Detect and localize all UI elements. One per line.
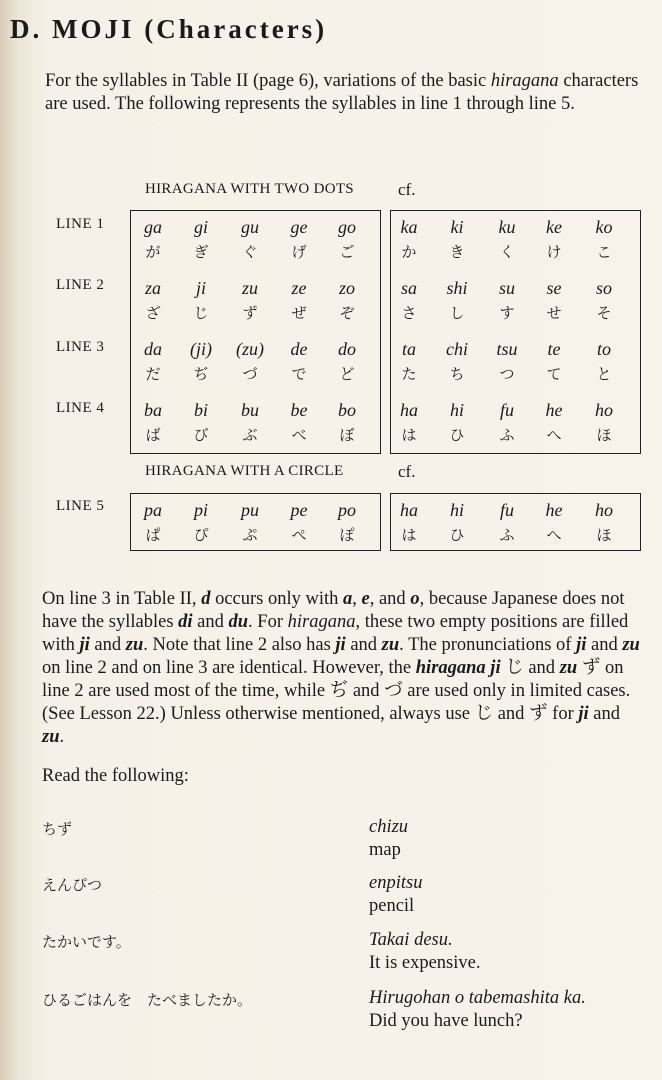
kana: は <box>401 426 417 444</box>
line-label: LINE 1 <box>56 216 105 232</box>
kana: ぎ <box>193 243 209 261</box>
line-label: LINE 3 <box>56 339 105 355</box>
romaji: ho <box>595 500 613 520</box>
romaji: he <box>545 400 563 420</box>
romaji: ba <box>144 400 162 420</box>
read-romaji: Hirugohan o tabemashita ka. <box>369 988 586 1008</box>
kana: ぢ <box>193 365 209 383</box>
kana: ぴ <box>193 526 209 544</box>
romaji: se <box>546 278 562 298</box>
para-text: ず on line 2 are used most of the time, while ぢ and づ are used only in limited cases. (See Lesson 22.) Unless otherwise mentioned, always use じ and ず for <box>42 658 631 724</box>
romaji: go <box>338 217 356 237</box>
kana: ぶ <box>242 426 258 444</box>
read-kana: ちず <box>42 820 73 838</box>
romaji: ki <box>450 217 464 237</box>
page-title: D. MOJI (Characters) <box>10 14 328 44</box>
romaji: bi <box>193 400 208 420</box>
table-row <box>391 217 640 265</box>
romaji: shi <box>446 278 468 298</box>
romaji: pi <box>193 500 208 520</box>
kana: た <box>401 365 417 383</box>
kana: き <box>449 243 465 261</box>
kana: ぽ <box>339 526 355 544</box>
intro-paragraph <box>45 70 645 116</box>
handakuten-table <box>130 493 381 551</box>
kana: さ <box>401 304 417 322</box>
romaji: ho <box>595 400 613 420</box>
para-emphasis: zu <box>42 727 60 747</box>
para-text: , and <box>369 589 411 609</box>
romaji: ji <box>195 278 206 298</box>
read-heading: Read the following: <box>42 766 189 786</box>
kana: し <box>449 304 465 322</box>
para-text: , because Japanese does not have the syllables <box>42 589 625 632</box>
romaji: be <box>290 400 308 420</box>
kana: と <box>596 365 612 383</box>
romaji: to <box>596 339 611 359</box>
para-emphasis: o <box>410 589 420 609</box>
romaji: gi <box>193 217 208 237</box>
cf-label: cf. <box>398 180 416 199</box>
kana: て <box>546 365 562 383</box>
kana: へ <box>546 426 562 444</box>
para-emphasis: hiragana ji <box>415 658 501 678</box>
romaji: zu <box>241 278 258 298</box>
kana: づ <box>242 365 258 383</box>
kana: ぜ <box>291 304 307 322</box>
para-emphasis: zu <box>125 635 144 655</box>
heading-circle: HIRAGANA WITH A CIRCLE <box>145 463 344 479</box>
kana: ひ <box>449 526 465 544</box>
para-text: on line 2 and on line 3 are identical. However, the <box>42 658 416 678</box>
kana: す <box>499 304 515 322</box>
para-text: and <box>586 635 623 655</box>
kana: せ <box>546 304 562 322</box>
romaji: gu <box>241 217 259 237</box>
para-text: On line 3 in Table II, <box>42 589 202 609</box>
kana: ぺ <box>291 526 307 544</box>
kana: ぱ <box>145 526 161 544</box>
kana: つ <box>499 365 515 383</box>
kana: ず <box>242 304 258 322</box>
read-kana: ひるごはんを たべましたか。 <box>42 991 253 1009</box>
romaji: ta <box>401 339 416 359</box>
romaji: (zu) <box>236 339 264 359</box>
para-emphasis: ji <box>335 635 346 655</box>
kana: が <box>145 243 161 261</box>
para-text: and <box>89 635 126 655</box>
romaji: fu <box>499 500 514 520</box>
para-text: . <box>59 727 65 747</box>
read-kana: たかいです。 <box>42 933 131 951</box>
kana: く <box>499 243 515 261</box>
kana: べ <box>291 426 307 444</box>
para-text: じ and <box>500 658 560 678</box>
romaji: te <box>547 339 561 359</box>
romaji: (ji) <box>190 339 212 359</box>
line-label: LINE 2 <box>56 277 105 293</box>
table-row <box>131 339 380 387</box>
para-emphasis: zu <box>381 635 400 655</box>
romaji: fu <box>499 400 514 420</box>
table-row <box>391 339 640 387</box>
kana: だ <box>145 365 161 383</box>
explanation-paragraph <box>42 588 642 749</box>
romaji: chi <box>446 339 468 359</box>
romaji: su <box>498 278 515 298</box>
table-row <box>391 400 640 448</box>
kana: ふ <box>499 426 515 444</box>
dakuten-table <box>130 210 381 454</box>
read-english: It is expensive. <box>369 953 481 973</box>
kana: こ <box>596 243 612 261</box>
romaji: hi <box>449 500 464 520</box>
para-text: . For <box>248 612 288 632</box>
romaji: da <box>144 339 162 359</box>
romaji: za <box>144 278 161 298</box>
para-text: . Note that line 2 also has <box>143 635 336 655</box>
read-romaji: chizu <box>369 817 409 837</box>
read-romaji: enpitsu <box>369 873 423 893</box>
romaji: sa <box>400 278 417 298</box>
kana: ほ <box>596 526 612 544</box>
read-english: Did you have lunch? <box>369 1011 523 1031</box>
read-romaji: Takai desu. <box>369 930 453 950</box>
table-row <box>391 500 640 548</box>
intro-text: characters are used. The following represents the syllables in line 1 through line 5. <box>45 71 639 114</box>
kana: そ <box>596 304 612 322</box>
para-text: , <box>352 589 362 609</box>
romaji: pa <box>144 500 162 520</box>
kana: げ <box>291 243 307 261</box>
romaji: bo <box>338 400 356 420</box>
kana: ぼ <box>339 426 355 444</box>
para-emphasis: e <box>361 589 370 609</box>
basic-kana-table <box>390 210 641 454</box>
para-text: occurs only with <box>210 589 343 609</box>
romaji: ze <box>291 278 307 298</box>
para-emphasis: zu <box>622 635 640 655</box>
intro-emphasis: hiragana <box>490 71 559 91</box>
kana: ふ <box>499 526 515 544</box>
romaji: hi <box>449 400 464 420</box>
kana: ぷ <box>242 526 258 544</box>
table-row <box>131 500 380 548</box>
romaji: tsu <box>496 339 518 359</box>
para-emphasis: hiragana <box>287 612 356 632</box>
romaji: he <box>545 500 563 520</box>
kana: ご <box>339 243 355 261</box>
line-label: LINE 4 <box>56 400 105 416</box>
para-emphasis: a <box>343 589 353 609</box>
kana: へ <box>546 526 562 544</box>
kana: か <box>401 243 417 261</box>
para-emphasis: zu <box>559 658 578 678</box>
romaji: ka <box>400 217 418 237</box>
kana: け <box>546 243 562 261</box>
para-text: and <box>345 635 382 655</box>
kana: じ <box>193 304 209 322</box>
table-row <box>131 217 380 265</box>
kana: ほ <box>596 426 612 444</box>
romaji: bu <box>241 400 259 420</box>
kana: ぞ <box>339 304 355 322</box>
heading-two-dots: HIRAGANA WITH TWO DOTS <box>145 181 354 197</box>
basic-kana-table-h <box>390 493 641 551</box>
para-text: and <box>588 704 621 724</box>
romaji: zo <box>338 278 355 298</box>
para-emphasis: d <box>201 589 211 609</box>
line-label: LINE 5 <box>56 498 105 514</box>
romaji: ga <box>144 217 162 237</box>
romaji: ku <box>498 217 516 237</box>
kana: び <box>193 426 209 444</box>
romaji: po <box>338 500 356 520</box>
romaji: do <box>338 339 356 359</box>
read-english: map <box>369 840 401 860</box>
romaji: ke <box>546 217 562 237</box>
para-emphasis: ji <box>576 635 587 655</box>
para-text: . The pronunciations of <box>399 635 577 655</box>
para-emphasis: ji <box>79 635 90 655</box>
para-text: , these two empty positions are filled with <box>42 612 629 655</box>
kana: ひ <box>449 426 465 444</box>
romaji: pe <box>290 500 308 520</box>
romaji: de <box>290 339 308 359</box>
romaji: ha <box>400 400 418 420</box>
table-row <box>391 278 640 326</box>
read-kana: えんぴつ <box>42 876 103 894</box>
kana: ち <box>449 365 465 383</box>
romaji: pu <box>241 500 259 520</box>
read-english: pencil <box>369 896 415 916</box>
kana: は <box>401 526 417 544</box>
table-row <box>131 400 380 448</box>
romaji: ge <box>290 217 308 237</box>
kana: ぐ <box>242 243 258 261</box>
para-emphasis: di <box>178 612 193 632</box>
intro-text: For the syllables in Table II (page 6), variations of the basic <box>45 71 491 91</box>
para-emphasis: du <box>228 612 249 632</box>
para-text: and <box>192 612 229 632</box>
romaji: ha <box>400 500 418 520</box>
romaji: ko <box>595 217 613 237</box>
para-emphasis: ji <box>578 704 589 724</box>
kana: で <box>291 365 307 383</box>
kana: ざ <box>145 304 161 322</box>
table-row <box>131 278 380 326</box>
romaji: so <box>595 278 612 298</box>
kana: ば <box>145 426 161 444</box>
cf-label: cf. <box>398 462 416 481</box>
kana: ど <box>339 365 355 383</box>
